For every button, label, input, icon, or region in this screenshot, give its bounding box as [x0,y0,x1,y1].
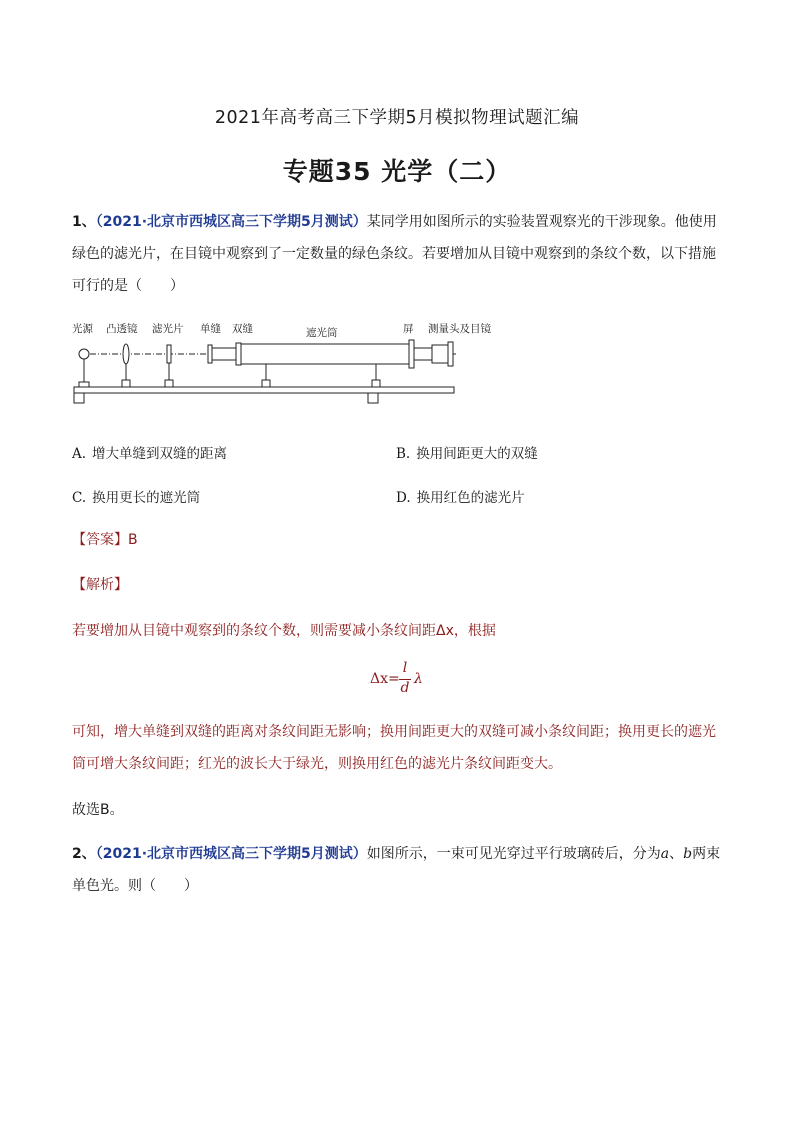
q1-stem-line1 [72,206,722,238]
q2-stem-line1 [72,838,722,870]
analysis-label: 【解析】 [72,577,128,593]
q2-sep: 、 [669,846,684,862]
analysis-line-2: 可知，增大单缝到双缝的距离对条纹间距无影响；换用间距更大的双缝可减小条纹间距；换用更长的遮光 [72,724,716,740]
eyepiece-shape [432,345,448,363]
formula-denominator: d [400,680,410,696]
filter-shape [167,345,171,363]
formula-numerator: l [402,660,408,676]
option-a-text: 增大单缝到双缝的距离 [92,446,228,462]
option-a[interactable] [72,442,227,462]
single-slit-shape [208,345,212,363]
label-eyepiece: 测量头及目镜 [428,323,491,335]
label-tube: 遮光筒 [306,327,338,339]
option-d-letter: D. [396,490,411,506]
option-c-letter: C. [72,490,87,506]
document-subtitle: 2021年高考高三下学期5月模拟物理试题汇编 [214,108,580,128]
q1-stem-line3: 可行的是（ ） [72,278,184,294]
option-d-text: 换用红色的滤光片 [416,490,525,506]
q2-source: （2021·北京市西城区高三下学期5月测试） [95,846,367,862]
option-b[interactable] [396,442,538,462]
q2-var-b: b [683,846,693,862]
screen-shape [409,340,414,368]
analysis-line-3: 筒可增大条纹间距；红光的波长大于绿光，则换用红色的滤光片条纹间距变大。 [72,756,562,772]
q2-text-1a: 如图所示，一束可见光穿过平行玻璃砖后，分为 [366,846,661,862]
q2-var-a: a [660,846,670,862]
option-c[interactable] [72,486,200,506]
formula-lhs: Δx= [370,671,400,687]
label-convex-lens: 凸透镜 [106,323,138,335]
label-double-slit: 双缝 [232,323,253,335]
analysis-line-1: 若要增加从目镜中观察到的条纹个数，则需要减小条纹间距Δx，根据 [72,623,496,639]
q1-stem-line2: 绿色的滤光片，在目镜中观察到了一定数量的绿色条纹。若要增加从目镜中观察到的条纹个数，以下措施 [72,246,716,262]
light-source-bulb [79,349,89,359]
formula-rhs: λ [414,671,423,687]
label-light-source: 光源 [72,323,93,335]
q1-text-1: 某同学用如图所示的实验装置观察光的干涉现象。他使用 [366,214,717,230]
label-single-slit: 单缝 [200,323,221,335]
answer-label: 【答案】 [72,532,128,548]
q2-stem-line2: 单色光。则（ ） [72,878,198,894]
double-slit-shape [236,343,241,365]
q1-number: 1、 [72,214,96,230]
q1-source: （2021·北京市西城区高三下学期5月测试） [95,214,367,230]
label-filter: 滤光片 [152,323,184,335]
conclusion: 故选B。 [72,802,124,818]
q2-number: 2、 [72,846,96,862]
answer-value: B [128,532,138,548]
option-c-text: 换用更长的遮光筒 [92,490,201,506]
option-b-letter: B. [396,446,411,462]
document-title: 专题35 光学（二） [282,157,512,186]
optical-bench [74,387,454,393]
convex-lens-shape [123,344,129,364]
q1-answer [72,524,722,556]
option-d[interactable] [396,486,525,506]
q2-text-1b: 两束 [692,846,721,862]
double-slit-apparatus-diagram [70,318,510,414]
label-screen: 屏 [403,323,414,335]
option-b-text: 换用间距更大的双缝 [416,446,538,462]
option-a-letter: A. [72,446,87,462]
tube-shape [241,344,409,364]
